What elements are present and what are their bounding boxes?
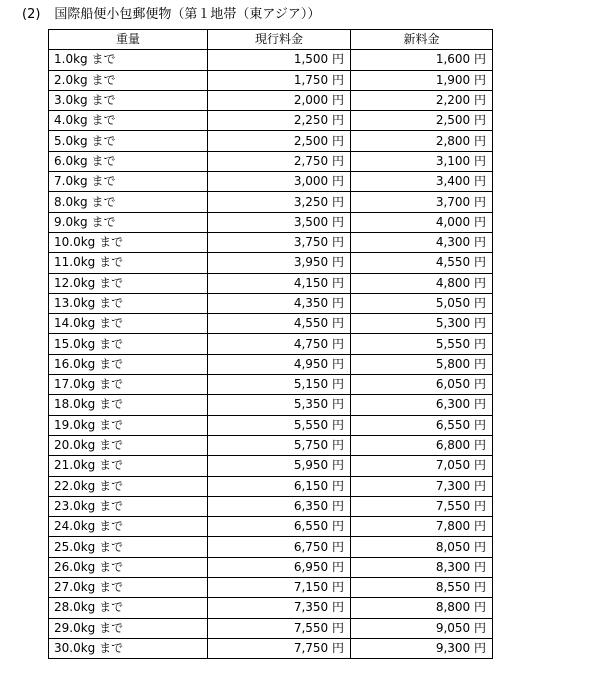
- current-rate-cell: 3,000 円: [208, 172, 351, 192]
- current-rate-cell: 4,150 円: [208, 273, 351, 293]
- table-row: [49, 253, 493, 273]
- current-rate-cell: 3,500 円: [208, 212, 351, 232]
- table-row: [49, 131, 493, 151]
- current-rate-cell: 6,550 円: [208, 517, 351, 537]
- new-rate-cell: 3,700 円: [351, 192, 493, 212]
- table-row: [49, 212, 493, 232]
- new-rate-cell: 8,050 円: [351, 537, 493, 557]
- weight-cell: 15.0kg まで: [49, 334, 208, 354]
- table-row: [49, 273, 493, 293]
- table-row: [49, 537, 493, 557]
- table-row: [49, 638, 493, 658]
- new-rate-cell: 3,100 円: [351, 151, 493, 171]
- weight-cell: 1.0kg まで: [49, 50, 208, 70]
- current-rate-cell: 1,750 円: [208, 70, 351, 90]
- table-row: [49, 354, 493, 374]
- new-rate-cell: 2,500 円: [351, 111, 493, 131]
- section-number: (2): [22, 7, 41, 22]
- rate-table-body: [49, 50, 493, 659]
- current-rate-cell: 7,550 円: [208, 618, 351, 638]
- table-row: [49, 334, 493, 354]
- new-rate-cell: 2,800 円: [351, 131, 493, 151]
- new-rate-cell: 8,550 円: [351, 578, 493, 598]
- table-row: [49, 598, 493, 618]
- weight-cell: 14.0kg まで: [49, 314, 208, 334]
- new-rate-cell: 9,050 円: [351, 618, 493, 638]
- current-rate-cell: 7,150 円: [208, 578, 351, 598]
- weight-cell: 3.0kg まで: [49, 90, 208, 110]
- header-weight: 重量: [49, 30, 208, 50]
- new-rate-cell: 5,050 円: [351, 293, 493, 313]
- current-rate-cell: 5,750 円: [208, 435, 351, 455]
- table-row: [49, 151, 493, 171]
- current-rate-cell: 7,750 円: [208, 638, 351, 658]
- table-row: [49, 557, 493, 577]
- new-rate-cell: 7,800 円: [351, 517, 493, 537]
- new-rate-cell: 5,550 円: [351, 334, 493, 354]
- table-row: [49, 395, 493, 415]
- weight-cell: 25.0kg まで: [49, 537, 208, 557]
- current-rate-cell: 2,750 円: [208, 151, 351, 171]
- new-rate-cell: 7,050 円: [351, 456, 493, 476]
- new-rate-cell: 5,800 円: [351, 354, 493, 374]
- new-rate-cell: 4,800 円: [351, 273, 493, 293]
- table-row: [49, 172, 493, 192]
- table-row: [49, 50, 493, 70]
- rate-table: [48, 29, 493, 659]
- weight-cell: 27.0kg まで: [49, 578, 208, 598]
- table-row: [49, 232, 493, 252]
- table-row: [49, 192, 493, 212]
- new-rate-cell: 5,300 円: [351, 314, 493, 334]
- current-rate-cell: 5,150 円: [208, 375, 351, 395]
- current-rate-cell: 1,500 円: [208, 50, 351, 70]
- weight-cell: 30.0kg まで: [49, 638, 208, 658]
- weight-cell: 20.0kg まで: [49, 435, 208, 455]
- new-rate-cell: 8,800 円: [351, 598, 493, 618]
- weight-cell: 13.0kg まで: [49, 293, 208, 313]
- current-rate-cell: 2,500 円: [208, 131, 351, 151]
- header-current-rate: 現行料金: [208, 30, 351, 50]
- weight-cell: 4.0kg まで: [49, 111, 208, 131]
- weight-cell: 19.0kg まで: [49, 415, 208, 435]
- weight-cell: 26.0kg まで: [49, 557, 208, 577]
- new-rate-cell: 7,300 円: [351, 476, 493, 496]
- weight-cell: 6.0kg まで: [49, 151, 208, 171]
- section-title: 国際船便小包郵便物（第１地帯（東アジア））: [54, 7, 321, 22]
- weight-cell: 7.0kg まで: [49, 172, 208, 192]
- table-row: [49, 496, 493, 516]
- table-row: [49, 476, 493, 496]
- weight-cell: 22.0kg まで: [49, 476, 208, 496]
- weight-cell: 11.0kg まで: [49, 253, 208, 273]
- current-rate-cell: 6,750 円: [208, 537, 351, 557]
- weight-cell: 8.0kg まで: [49, 192, 208, 212]
- table-row: [49, 375, 493, 395]
- new-rate-cell: 3,400 円: [351, 172, 493, 192]
- new-rate-cell: 7,550 円: [351, 496, 493, 516]
- weight-cell: 23.0kg まで: [49, 496, 208, 516]
- new-rate-cell: 4,000 円: [351, 212, 493, 232]
- weight-cell: 24.0kg まで: [49, 517, 208, 537]
- new-rate-cell: 2,200 円: [351, 90, 493, 110]
- table-row: [49, 517, 493, 537]
- current-rate-cell: 5,350 円: [208, 395, 351, 415]
- current-rate-cell: 4,350 円: [208, 293, 351, 313]
- current-rate-cell: 2,000 円: [208, 90, 351, 110]
- table-row: [49, 314, 493, 334]
- current-rate-cell: 6,950 円: [208, 557, 351, 577]
- new-rate-cell: 9,300 円: [351, 638, 493, 658]
- section-heading: [22, 6, 320, 24]
- table-row: [49, 435, 493, 455]
- new-rate-cell: 4,550 円: [351, 253, 493, 273]
- weight-cell: 2.0kg まで: [49, 70, 208, 90]
- current-rate-cell: 3,750 円: [208, 232, 351, 252]
- current-rate-cell: 4,750 円: [208, 334, 351, 354]
- new-rate-cell: 8,300 円: [351, 557, 493, 577]
- weight-cell: 10.0kg まで: [49, 232, 208, 252]
- current-rate-cell: 3,950 円: [208, 253, 351, 273]
- new-rate-cell: 4,300 円: [351, 232, 493, 252]
- weight-cell: 18.0kg まで: [49, 395, 208, 415]
- new-rate-cell: 6,300 円: [351, 395, 493, 415]
- weight-cell: 5.0kg まで: [49, 131, 208, 151]
- weight-cell: 9.0kg まで: [49, 212, 208, 232]
- weight-cell: 16.0kg まで: [49, 354, 208, 374]
- table-row: [49, 111, 493, 131]
- current-rate-cell: 2,250 円: [208, 111, 351, 131]
- current-rate-cell: 3,250 円: [208, 192, 351, 212]
- new-rate-cell: 6,050 円: [351, 375, 493, 395]
- current-rate-cell: 7,350 円: [208, 598, 351, 618]
- weight-cell: 12.0kg まで: [49, 273, 208, 293]
- table-row: [49, 456, 493, 476]
- weight-cell: 21.0kg まで: [49, 456, 208, 476]
- current-rate-cell: 6,150 円: [208, 476, 351, 496]
- table-row: [49, 293, 493, 313]
- table-row: [49, 618, 493, 638]
- current-rate-cell: 5,950 円: [208, 456, 351, 476]
- new-rate-cell: 1,900 円: [351, 70, 493, 90]
- current-rate-cell: 4,550 円: [208, 314, 351, 334]
- table-row: [49, 578, 493, 598]
- weight-cell: 17.0kg まで: [49, 375, 208, 395]
- header-new-rate: 新料金: [351, 30, 493, 50]
- weight-cell: 29.0kg まで: [49, 618, 208, 638]
- current-rate-cell: 6,350 円: [208, 496, 351, 516]
- current-rate-cell: 4,950 円: [208, 354, 351, 374]
- weight-cell: 28.0kg まで: [49, 598, 208, 618]
- current-rate-cell: 5,550 円: [208, 415, 351, 435]
- table-header-row: [49, 30, 493, 50]
- table-row: [49, 90, 493, 110]
- table-row: [49, 415, 493, 435]
- new-rate-cell: 1,600 円: [351, 50, 493, 70]
- new-rate-cell: 6,550 円: [351, 415, 493, 435]
- new-rate-cell: 6,800 円: [351, 435, 493, 455]
- table-row: [49, 70, 493, 90]
